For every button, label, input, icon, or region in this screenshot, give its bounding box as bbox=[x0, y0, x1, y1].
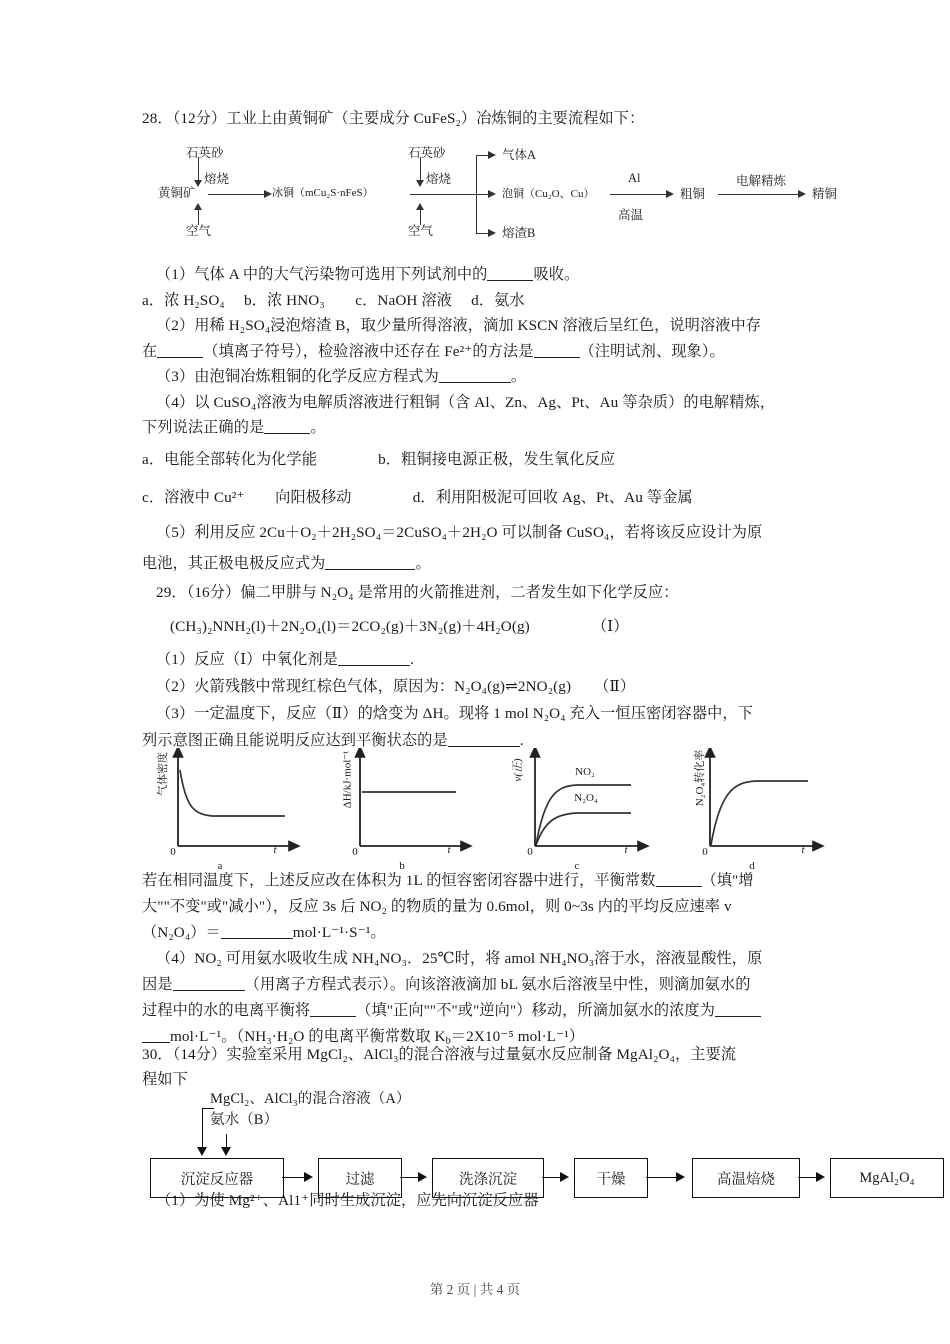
q29-equation-1-text: (CH₃)₂NNH₂(l)＋2N₂O₄(l)＝2CO₂(g)＋3N₂(g)＋4H₂O(g) bbox=[170, 618, 530, 635]
process-box-label-0: 沉淀反应器 bbox=[180, 1171, 254, 1188]
q29-item-1-text-a: （1）反应（Ⅰ）中氧化剂是 bbox=[156, 651, 338, 668]
q29-item-2: （2）火箭残骸中常现红棕色气体，原因为：N₂O₄(g)⇌2NO₂(g) （Ⅱ） bbox=[156, 678, 636, 695]
q28-item-2-blank-2[interactable] bbox=[534, 357, 580, 358]
flow-line-4 bbox=[718, 194, 800, 195]
flow-label-gas-a: 气体A bbox=[502, 148, 537, 162]
q30-input-a: MgCl₂、AlCl₃的混合溶液（A） bbox=[210, 1091, 411, 1107]
q29-item-3-text-b: . bbox=[519, 732, 524, 749]
q28-stem: 28．（12分）工业上由黄铜矿（主要成分 CuFeS₂）冶炼铜的主要流程如下： bbox=[142, 110, 645, 127]
q28-item-3-text-b: 。 bbox=[510, 368, 527, 385]
chart-c-letter: c bbox=[574, 860, 580, 872]
q28-item-5-blank[interactable] bbox=[325, 569, 415, 570]
flow-label-slag-b: 熔渣B bbox=[502, 226, 536, 240]
flow-arrow-air-up-2 bbox=[416, 203, 424, 210]
flow-label-reagent-al: Al bbox=[628, 171, 641, 185]
flow-label-high-temp: 高温 bbox=[618, 208, 644, 222]
flow-arrow-refined bbox=[798, 190, 806, 198]
process-box-label-5: MgAl₂O₄ bbox=[859, 1169, 915, 1186]
q29-item-4-line2 bbox=[142, 972, 842, 998]
q28-item-1 bbox=[142, 262, 842, 288]
q30-block bbox=[142, 1042, 842, 1092]
flow-label-air-1: 空气 bbox=[186, 224, 212, 238]
q29-item-4-blank-3[interactable] bbox=[715, 1016, 761, 1017]
q29-item-3-l5-text-a: （N₂O₄）＝ bbox=[142, 924, 221, 941]
q28-item-5-text-b: 。 bbox=[415, 554, 431, 572]
connector-line-1 bbox=[400, 1177, 420, 1178]
q29-block bbox=[142, 578, 842, 754]
chart-c-ylabel: v(正) bbox=[512, 758, 524, 782]
connector-arrow-1 bbox=[418, 1172, 427, 1182]
flow-line-quartz-down-2 bbox=[420, 157, 421, 181]
connector-line-2 bbox=[542, 1177, 562, 1178]
chart-d-xlabel: t bbox=[801, 844, 805, 856]
flow-label-quartz-sand-1: 石英砂 bbox=[186, 146, 224, 160]
feed-line-a-down bbox=[202, 1108, 203, 1149]
flow-line-air-up-2 bbox=[420, 209, 421, 225]
flow-label-refined-copper: 精铜 bbox=[812, 187, 838, 201]
q28-item-2-line2 bbox=[142, 339, 842, 365]
q28-item-4-options-cd: c．溶液中 Cu²⁺ 向阳极移动 d．利用阳极泥可回收 Ag、Pt、Au 等金属 bbox=[142, 488, 693, 506]
connector-arrow-3 bbox=[676, 1172, 685, 1182]
q30-items bbox=[142, 1188, 842, 1214]
q28-item-2-blank-1[interactable] bbox=[157, 357, 203, 358]
q29-item-3-line4: 大""不变"或"减小"），反应 3s 后 NO₂ 的物质的量为 0.6mol，则 0~3s 内的平均反应速率 v bbox=[142, 898, 732, 915]
q29-item-3-blank-k[interactable] bbox=[656, 886, 702, 887]
q28-item-3-text-a: （3）由泡铜冶炼粗铜的化学反应方程式为 bbox=[156, 368, 439, 385]
chart-b-letter: b bbox=[399, 860, 405, 872]
flow-label-electro-refining: 电解精炼 bbox=[736, 174, 787, 188]
flow-arrow-blister bbox=[488, 190, 496, 198]
chart-c-series-no2: NO₂ bbox=[575, 766, 595, 778]
q30-stem-line1: 30．（14分）实验室采用 MgCl₂、AlCl₃的混合溶液与过量氨水反应制备 MgAl₂O₄，主要流 bbox=[142, 1046, 737, 1063]
process-box-label-4: 高温焙烧 bbox=[717, 1171, 775, 1188]
flow-label-roast-2: 熔烧 bbox=[426, 172, 452, 186]
chart-d bbox=[678, 748, 848, 870]
q29-item-4-blank-2[interactable] bbox=[310, 1016, 356, 1017]
q29-item-1-blank[interactable] bbox=[338, 665, 410, 666]
connector-line-4 bbox=[798, 1177, 818, 1178]
q28-item-4-text-b: 。 bbox=[310, 419, 326, 436]
q29-item-1 bbox=[142, 646, 842, 673]
chart-b-xlabel: t bbox=[447, 844, 451, 856]
q29-kb-subscript: b bbox=[445, 1035, 451, 1047]
q28-item-1-options: a．浓 H₂SO₄ b．浓 HNO₃ c．NaOH 溶液 d．氨水 bbox=[142, 291, 525, 309]
q28-item-5-text-a: 电池，其正极电极反应式为 bbox=[142, 554, 326, 572]
chart-a-ylabel: 气体密度 bbox=[157, 752, 169, 796]
process-box-label-3: 干燥 bbox=[596, 1171, 626, 1188]
connector-arrow-0 bbox=[304, 1172, 313, 1182]
chart-b-ylabel: ΔH/kJ·mol⁻¹ bbox=[341, 750, 354, 809]
feed-line-a-top bbox=[202, 1108, 214, 1109]
q29-item-4-l2-text-b: （用离子方程式表示）。向该溶液滴加 bL 氨水后溶液呈中性，则滴加氨水的 bbox=[244, 976, 751, 993]
q28-item-4-line1: （4）以 CuSO₄溶液为电解质溶液进行粗铜（含 Al、Zn、Ag、Pt、Au 等杂质）的电解精炼， bbox=[156, 393, 776, 411]
q29-item-4-blank-1[interactable] bbox=[173, 990, 245, 991]
q30-input-b: 氨水（B） bbox=[210, 1112, 279, 1128]
flow-arrow-slag-b bbox=[488, 229, 496, 237]
flow-line-1 bbox=[208, 194, 266, 195]
q29-item-4-l3-text-b: （填"正向""不"或"逆向"）移动，所滴加氨水的浓度为 bbox=[356, 1002, 716, 1019]
chart-b-origin: 0 bbox=[352, 846, 358, 858]
q28-item-4-blank[interactable] bbox=[264, 433, 310, 434]
chart-c-origin: 0 bbox=[527, 846, 533, 858]
q29-item-3-line3 bbox=[142, 868, 842, 894]
q29-item-4-l4-text-b: ＝2X10⁻⁵ mol·L⁻¹） bbox=[450, 1028, 585, 1045]
chart-a-svg bbox=[150, 748, 320, 858]
q29-item-4-l2-text-a: 因是 bbox=[142, 976, 173, 993]
process-box-label-2: 洗涤沉淀 bbox=[459, 1171, 517, 1188]
q29-item-3-line5 bbox=[142, 920, 842, 946]
q28-item-3 bbox=[142, 364, 842, 390]
q28-item-2-text-a: 在 bbox=[142, 342, 158, 360]
chart-a bbox=[150, 748, 320, 870]
q29-item-4-line1: （4）NO₂ 可用氨水吸收生成 NH₄NO₃．25℃时，将 amol NH₄NO₃溶于水，溶液显酸性，原 bbox=[156, 950, 763, 967]
flow-label-roast-1: 熔烧 bbox=[204, 172, 230, 186]
flow-line-3 bbox=[610, 194, 668, 195]
mgal2o4-process-flowchart bbox=[140, 1098, 915, 1190]
q30-item-1: （1）为使 Mg²⁺、Al1⁺同时生成沉淀，应先向沉淀反应器 bbox=[156, 1192, 539, 1209]
q28-item-5-line1: （5）利用反应 2Cu＋O₂＋2H₂SO₄＝2CuSO₄＋2H₂O 可以制备 CuSO₄，若将该反应设计为原 bbox=[156, 523, 763, 541]
chart-a-letter: a bbox=[217, 860, 223, 872]
q28-item-3-blank[interactable] bbox=[439, 382, 511, 383]
q28-item-4-line2 bbox=[142, 415, 842, 441]
flow-label-blister-copper: 泡铜（Cu₂O、Cu） bbox=[502, 188, 595, 200]
flow-label-matte: 冰铜（mCu₂S·nFeS） bbox=[272, 187, 374, 199]
page-footer: 第 2 页 | 共 4 页 bbox=[429, 1282, 521, 1297]
q28-item-1-text-a: （1）气体 A 中的大气污染物可选用下列试剂中的 bbox=[156, 266, 488, 283]
q29-equation-1-tag: （Ⅰ） bbox=[591, 618, 629, 635]
q29-stem: 29．（16分）偏二甲肼与 N₂O₄ 是常用的火箭推进剂，二者发生如下化学反应： bbox=[156, 584, 679, 601]
q29-item-3-l3-text: 若在相同温度下，上述反应改在体积为 1L 的恒容密闭容器中进行，平衡常数 bbox=[142, 872, 656, 889]
q28-item-5-line2 bbox=[142, 549, 842, 579]
chart-d-origin: 0 bbox=[702, 846, 708, 858]
connector-arrow-4 bbox=[816, 1172, 825, 1182]
flow-label-chalcopyrite: 黄铜矿 bbox=[158, 186, 196, 200]
q29-item-3-blank-rate[interactable] bbox=[221, 938, 293, 939]
q29-block-2 bbox=[142, 868, 842, 1055]
flow-line-quartz-down-1 bbox=[198, 157, 199, 181]
flow-line-air-up-1 bbox=[198, 209, 199, 225]
q28-item-2-line1: （2）用稀 H₂SO₄浸泡熔渣 B，取少量所得溶液，滴加 KSCN 溶液后呈红色，说明溶液中存 bbox=[156, 317, 762, 334]
process-box-label-1: 过滤 bbox=[345, 1171, 375, 1188]
chart-b bbox=[330, 748, 500, 870]
copper-smelting-flowchart bbox=[158, 143, 838, 243]
q29-item-3-l5-text-b: mol·L⁻¹·S⁻¹。 bbox=[292, 924, 386, 941]
chart-d-letter: d bbox=[749, 860, 755, 872]
chart-b-svg bbox=[330, 748, 500, 858]
equilibrium-diagram-options bbox=[150, 748, 850, 870]
flow-arrow-1 bbox=[264, 190, 272, 198]
flow-arrow-crude bbox=[666, 190, 674, 198]
q29-item-4-l3-text-a: 过程中的水的电离平衡将 bbox=[142, 1002, 311, 1019]
q29-item-3-text-a: 列示意图正确且能说明反应达到平衡状态的是 bbox=[142, 732, 448, 749]
q28-item-4-text-a: 下列说法正确的是 bbox=[142, 419, 265, 436]
connector-arrow-2 bbox=[560, 1172, 569, 1182]
chart-c-series-n2o4: N₂O₄ bbox=[574, 792, 598, 804]
flow-line-2 bbox=[410, 194, 476, 195]
chart-a-origin: 0 bbox=[170, 846, 176, 858]
q28-item-2-text-b: （填离子符号），检验溶液中还存在 Fe²⁺的方法是 bbox=[203, 342, 534, 360]
q29-item-3-line1: （3）一定温度下，反应（Ⅱ）的焓变为 ΔH。现将 1 mol N₂O₄ 充入一恒压密闭容器中，下 bbox=[156, 705, 753, 722]
q28-item-1-blank[interactable] bbox=[487, 280, 533, 281]
q28-item-2-text-c: （注明试剂、现象）。 bbox=[579, 342, 725, 360]
flow-arrow-gas-a bbox=[488, 151, 496, 159]
flow-label-quartz-sand-2: 石英砂 bbox=[408, 146, 446, 160]
q28-item-4-options-ab: a．电能全部转化为化学能 b．粗铜接电源正极，发生氧化反应 bbox=[142, 450, 616, 468]
flow-arrow-quartz-down-2 bbox=[416, 180, 424, 187]
q29-item-3-blank[interactable] bbox=[448, 746, 520, 747]
chart-c-xlabel: t bbox=[624, 844, 628, 856]
chart-a-xlabel: t bbox=[273, 844, 277, 856]
q29-equation-1 bbox=[142, 608, 842, 646]
q29-item-4-line3 bbox=[142, 998, 842, 1024]
q29-item-3-l3-text-b: （填"增 bbox=[701, 872, 754, 889]
flow-arrow-quartz-down-1 bbox=[194, 180, 202, 187]
flow-arrow-air-up-1 bbox=[194, 203, 202, 210]
q28-items bbox=[142, 262, 842, 579]
process-box-product[interactable] bbox=[830, 1158, 944, 1198]
connector-line-0 bbox=[282, 1177, 306, 1178]
feed-arrow-b bbox=[221, 1147, 231, 1156]
q29-item-4-l4-text-a: mol·L⁻¹。（NH₃·H₂O 的电离平衡常数取 K bbox=[170, 1028, 446, 1045]
q29-item-1-text-b: . bbox=[409, 651, 414, 668]
q30-stem-line2: 程如下 bbox=[142, 1071, 188, 1088]
flow-label-air-2: 空气 bbox=[408, 224, 434, 238]
connector-line-3 bbox=[646, 1177, 678, 1178]
flow-label-crude-copper: 粗铜 bbox=[680, 187, 706, 201]
chart-c bbox=[505, 748, 675, 870]
q28-item-1-text-b: 吸收。 bbox=[533, 266, 580, 283]
chart-d-ylabel: N₂O₄转化率 bbox=[694, 749, 706, 807]
feed-arrow-a bbox=[197, 1147, 207, 1156]
document-body bbox=[142, 106, 842, 132]
